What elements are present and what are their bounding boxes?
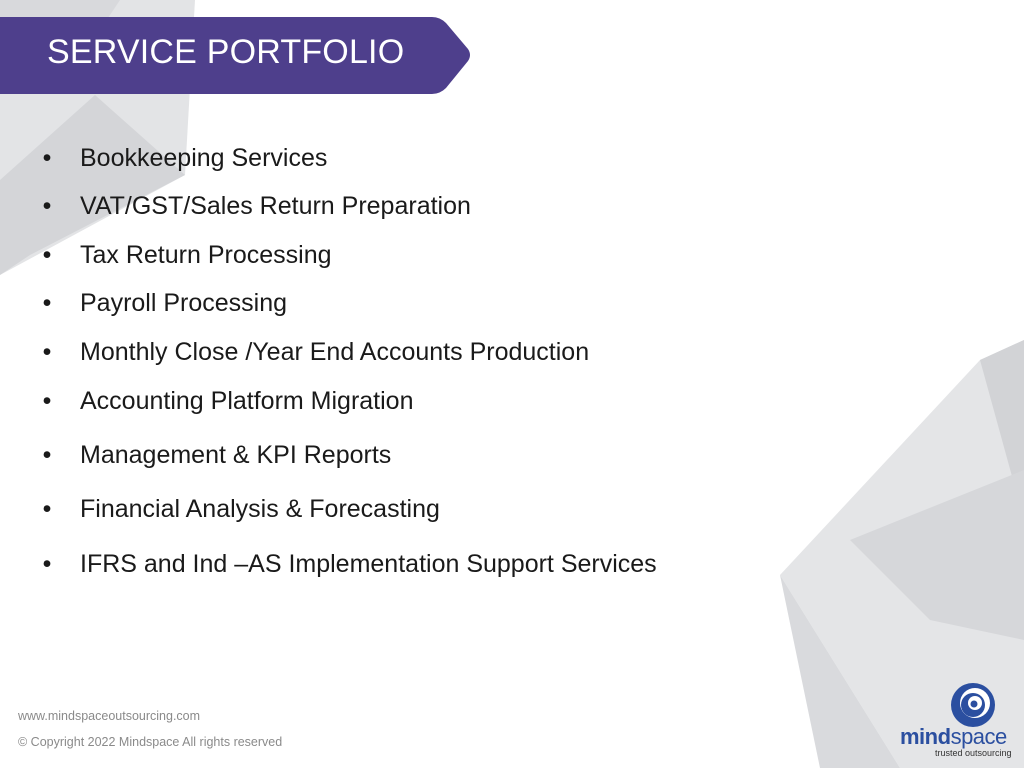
list-item-label: IFRS and Ind –AS Implementation Support Services xyxy=(80,550,657,578)
list-item-label: Bookkeeping Services xyxy=(80,144,328,172)
logo-wordmark xyxy=(900,724,1007,750)
logo-word-regular: space xyxy=(950,724,1007,749)
bullet-icon: • xyxy=(42,387,52,415)
list-item-label: Management & KPI Reports xyxy=(80,441,392,469)
mindspace-logo xyxy=(898,680,1010,760)
list-item-label: Financial Analysis & Forecasting xyxy=(80,495,440,523)
bullet-icon: • xyxy=(42,550,52,578)
footer-website-link[interactable]: www.mindspaceoutsourcing.com xyxy=(18,709,201,723)
bullet-icon: • xyxy=(42,241,52,269)
list-item-label: Monthly Close /Year End Accounts Production xyxy=(80,338,590,366)
bullet-icon: • xyxy=(42,338,52,366)
list-item-label: Accounting Platform Migration xyxy=(80,387,414,415)
logo-tagline: trusted outsourcing xyxy=(935,748,1012,758)
bullet-icon: • xyxy=(42,144,52,172)
swirl-logo-icon xyxy=(948,680,998,730)
logo-word-bold: mind xyxy=(900,724,951,749)
footer-copyright: © Copyright 2022 Mindspace All rights reserved xyxy=(18,735,283,749)
slide-title: SERVICE PORTFOLIO xyxy=(47,33,405,71)
bullet-icon: • xyxy=(42,495,52,523)
bullet-icon: • xyxy=(42,289,52,317)
bullet-icon: • xyxy=(42,192,52,220)
list-item-label: Tax Return Processing xyxy=(80,241,332,269)
list-item-label: VAT/GST/Sales Return Preparation xyxy=(80,192,471,220)
bullet-icon: • xyxy=(42,441,52,469)
list-item-label: Payroll Processing xyxy=(80,289,288,317)
